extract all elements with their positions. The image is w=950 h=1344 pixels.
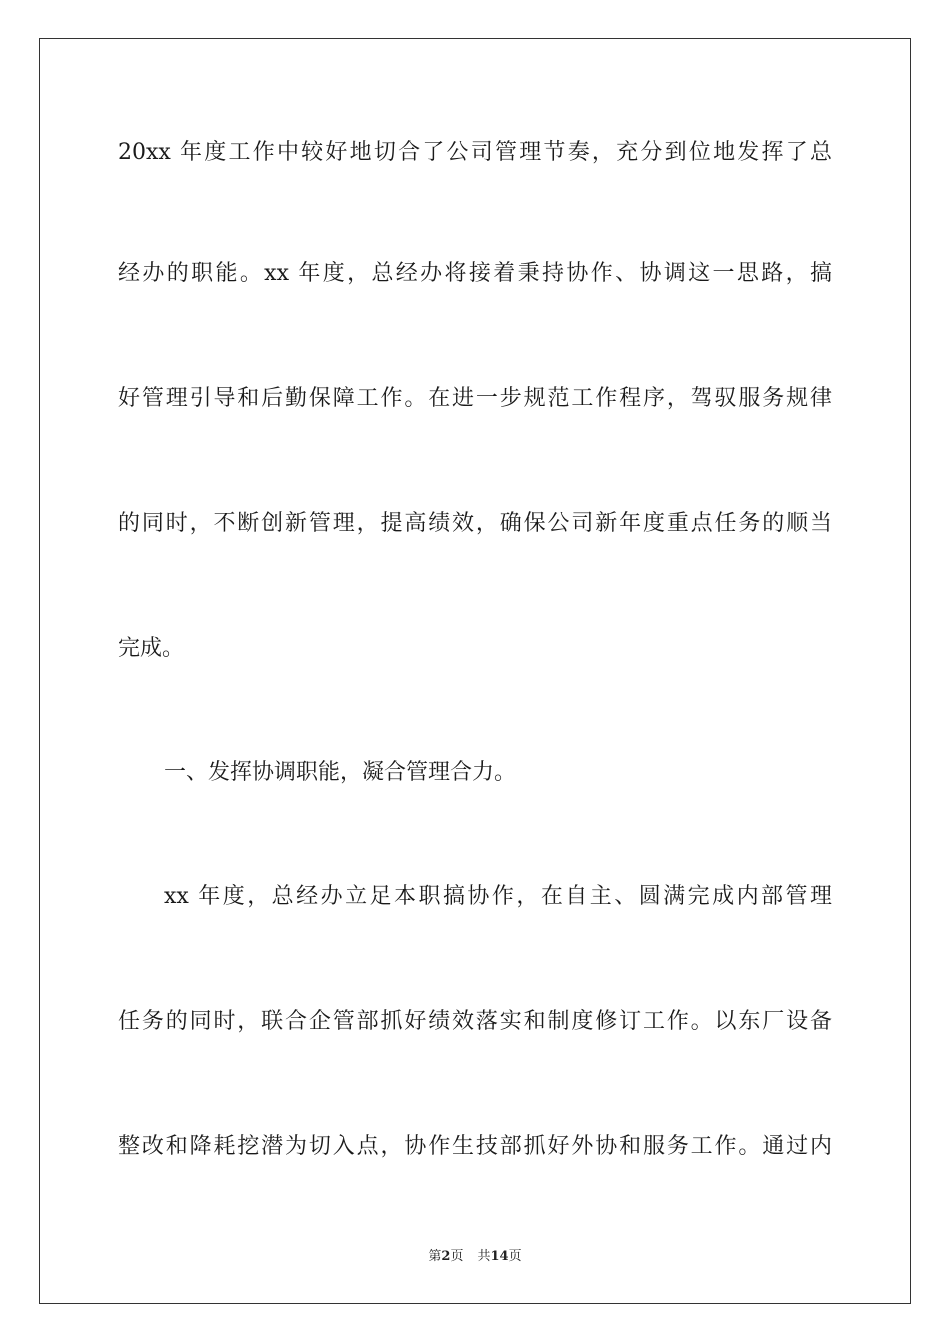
page-border	[39, 38, 911, 1304]
page-footer	[0, 1248, 950, 1266]
body-text-line-6: xx 年度，总经办立足本职搞协作，在自主、圆满完成内部管理	[164, 884, 832, 909]
body-text-line-4: 的同时，不断创新管理，提高绩效，确保公司新年度重点任务的顺当	[118, 511, 832, 536]
body-text-line-8: 整改和降耗挖潜为切入点，协作生技部抓好外协和服务工作。通过内	[118, 1134, 832, 1159]
page-current: 2	[441, 1249, 451, 1264]
section-heading: 一、发挥协调职能，凝合管理合力。	[164, 760, 517, 785]
page-suffix: 页	[450, 1249, 464, 1264]
page-prefix: 第	[428, 1249, 442, 1264]
body-text-line-3: 好管理引导和后勤保障工作。在进一步规范工作程序，驾驭服务规律	[118, 386, 832, 411]
body-text-line-5: 完成。	[118, 636, 185, 661]
total-prefix: 共	[477, 1249, 491, 1264]
body-text-line-7: 任务的同时，联合企管部抓好绩效落实和制度修订工作。以东厂设备	[118, 1009, 832, 1034]
total-suffix: 页	[508, 1249, 522, 1264]
body-text-line-2: 经办的职能。xx 年度，总经办将接着秉持协作、协调这一思路，搞	[118, 261, 832, 286]
body-text-line-1: 20xx 年度工作中较好地切合了公司管理节奏，充分到位地发挥了总	[118, 140, 832, 165]
page-total: 14	[490, 1249, 509, 1264]
